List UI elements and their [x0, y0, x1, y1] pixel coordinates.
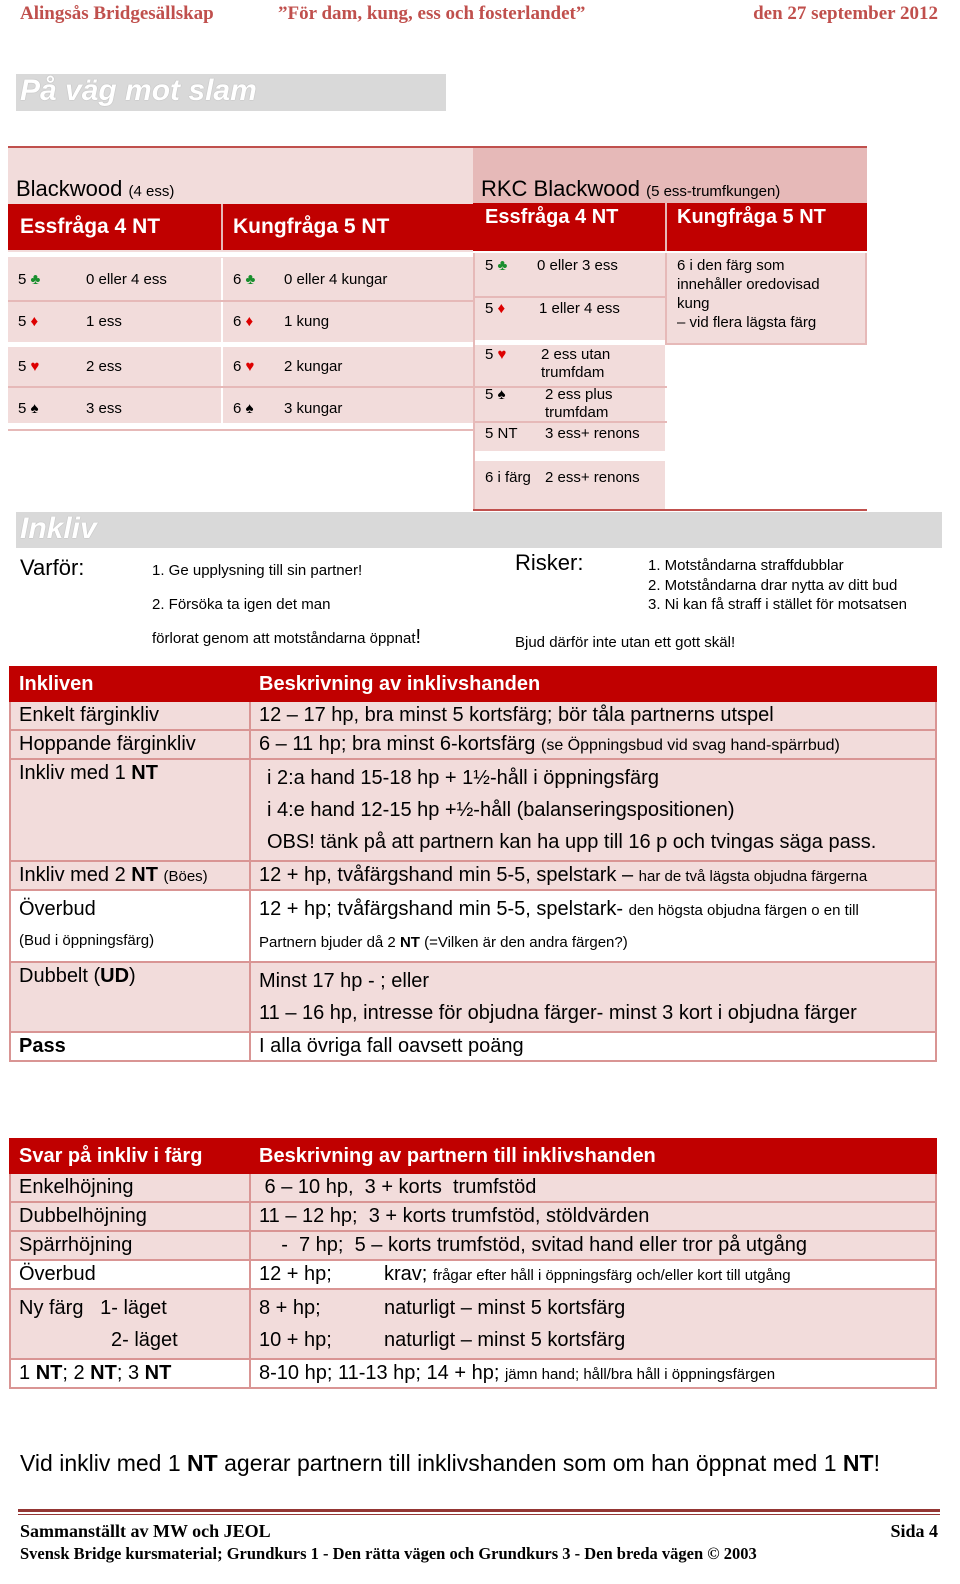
- footer-author: Sammanställt av MW och JEOL: [20, 1521, 271, 1541]
- blackwood-row: 5 ♣ 0 eller 4 ess 6 ♣ 0 eller 4 kungar: [8, 258, 473, 301]
- why-item-2: 2. Försöka ta igen det man: [152, 596, 331, 613]
- table-row: Inkliv med 1 NT i 2:a hand 15-18 hp + 1½-håll i öppningsfärg i 4:e hand 12-15 hp +½-håll (balanseringspositionen) OBS! tänk på att partnern kan ha upp till 16 p och tvingas säga pass.: [10, 759, 936, 861]
- risk-label: Risker:: [515, 550, 584, 575]
- table-header-row: [10, 1139, 936, 1173]
- rkc-subtitle: (5 ess-trumfkungen): [646, 183, 781, 200]
- rkc-row-text: 2 ess+ renons: [545, 469, 640, 486]
- club-icon: ♣: [497, 257, 508, 274]
- column-header: Beskrivning av inklivshanden: [250, 667, 936, 701]
- rkc-row: 5 NT: [485, 425, 518, 442]
- blackwood-row: 5 ♥ 2 ess 6 ♥ 2 kungar: [8, 344, 473, 387]
- why-item-3: förlorat genom att motståndarna öppnat!: [152, 626, 422, 648]
- blackwood-table: [8, 258, 473, 431]
- table-row: Enkelt färginkliv 12 – 17 hp, bra minst 5 kortsfärg; bör tåla partnerns utspel: [10, 701, 936, 730]
- diamond-icon: ♦: [30, 313, 39, 331]
- risk-item-3: 3. Ni kan få straff i stället för motsatsen: [648, 596, 907, 613]
- rkc-row-text: 2 ess plus trumfdam: [545, 386, 613, 421]
- rkc-row: 6 i färg: [485, 469, 531, 486]
- rkc-king-line: kung: [677, 295, 710, 312]
- footer-rule: [18, 1509, 940, 1512]
- why-item-1: 1. Ge upplysning till sin partner!: [152, 562, 363, 579]
- rkc-row-text: 0 eller 3 ess: [537, 257, 618, 274]
- rkc-king-panel: [665, 253, 867, 345]
- spade-icon: ♠: [245, 400, 254, 417]
- divider: [473, 509, 867, 511]
- table-row: Ny färg 1- läget 2- läget 8 + hp; naturligt – minst 5 kortsfärg 10 + hp; naturligt – minst 5 kortsfärg: [10, 1289, 936, 1359]
- rkc-king-ask: Kungfråga 5 NT: [677, 206, 826, 228]
- column-header: Beskrivning av partnern till inklivshanden: [250, 1139, 936, 1173]
- rkc-ace-ask: Essfråga 4 NT: [485, 206, 619, 228]
- table-row: Dubbelt (UD) Minst 17 hp - ; eller 11 – 16 hp, intresse för objudna färger- minst 3 kort i objudna färger: [10, 962, 936, 1032]
- column-header: Svar på inkliv i färg: [10, 1139, 250, 1173]
- blackwood-subtitle: (4 ess): [128, 183, 175, 200]
- rkc-row-text: 2 ess utan trumfdam: [541, 346, 611, 381]
- rkc-row: 5 ♠: [485, 386, 506, 403]
- column-header: Inkliven: [10, 667, 250, 701]
- footer-source: Svensk Bridge kursmaterial; Grundkurs 1 - Den rätta vägen och Grundkurs 3 - Den breda vägen © 2003: [20, 1544, 757, 1563]
- table-row: Hoppande färginkliv 6 – 11 hp; bra minst 6-kortsfärg (se Öppningsbud vid svag hand-spärrbud): [10, 730, 936, 759]
- rkc-title-panel: [473, 146, 867, 203]
- blackwood-panel: [8, 146, 473, 423]
- club-icon: ♣: [245, 270, 256, 288]
- footer-page-number: Sida 4: [890, 1521, 938, 1541]
- rkc-row: 5 ♦: [485, 300, 506, 317]
- header-motto: ”För dam, kung, ess och fosterlandet”: [278, 3, 586, 24]
- table-row: Dubbelhöjning 11 – 12 hp; 3 + korts trumfstöd, stöldvärden: [10, 1202, 936, 1231]
- footer-rule-thin: [18, 1514, 940, 1515]
- risk-item-1: 1. Motståndarna straffdubblar: [648, 557, 844, 574]
- header-club-name: Alingsås Bridgesällskap: [20, 3, 214, 24]
- table-row: Enkelhöjning 6 – 10 hp, 3 + korts trumfstöd: [10, 1173, 936, 1202]
- blackwood-ace-ask: Essfråga 4 NT: [20, 215, 161, 238]
- spade-icon: ♠: [497, 386, 506, 403]
- rkc-row-text: 3 ess+ renons: [545, 425, 640, 442]
- table-row: 1 NT; 2 NT; 3 NT 8-10 hp; 11-13 hp; 14 + hp; jämn hand; håll/bra håll i öppningsfärgen: [10, 1359, 936, 1388]
- diamond-icon: ♦: [245, 313, 254, 331]
- rkc-title: RKC Blackwood (5 ess-trumfkungen): [481, 176, 781, 201]
- blackwood-title: [16, 176, 174, 202]
- rkc-ace-panel: [473, 253, 665, 510]
- rkc-row-text: 1 eller 4 ess: [539, 300, 620, 317]
- rkc-king-line: – vid flera lägsta färg: [677, 314, 817, 331]
- blackwood-row: 5 ♠ 3 ess 6 ♠ 3 kungar: [8, 387, 473, 430]
- spade-icon: ♠: [30, 400, 39, 417]
- rkc-row: 5 ♥: [485, 346, 507, 363]
- rkc-king-line: 6 i den färg som: [677, 257, 785, 274]
- why-label: Varför:: [20, 555, 85, 580]
- rkc-king-line: innehåller oredovisad: [677, 276, 820, 293]
- header-date: den 27 september 2012: [753, 3, 938, 24]
- rkc-header-bar: [473, 203, 867, 251]
- blackwood-king-ask: Kungfråga 5 NT: [233, 215, 390, 238]
- risk-note: Bjud därför inte utan ett gott skäl!: [515, 634, 736, 651]
- blackwood-title-text: Blackwood: [16, 176, 123, 201]
- section-title-inkliv: Inkliv: [16, 512, 942, 548]
- blackwood-row: 5 ♦ 1 ess 6 ♦ 1 kung: [8, 301, 473, 344]
- blackwood-header-bar: [8, 204, 473, 250]
- inkliv-table: [9, 666, 937, 1062]
- rkc-row: 5 ♣: [485, 257, 508, 274]
- closing-note: Vid inkliv med 1 NT agerar partnern till inklivshanden som om han öppnat med 1 NT!: [20, 1450, 880, 1476]
- heart-icon: ♥: [497, 346, 507, 363]
- heart-icon: ♥: [30, 357, 40, 375]
- table-row: Pass I alla övriga fall oavsett poäng: [10, 1032, 936, 1061]
- table-row: Överbud (Bud i öppningsfärg) 12 + hp; tvåfärgshand min 5-5, spelstark- den högsta objudna färgen o en till Partnern bjuder då 2 NT (=Vilken är den andra färgen?): [10, 890, 936, 962]
- club-icon: ♣: [30, 270, 41, 288]
- diamond-icon: ♦: [497, 300, 506, 317]
- svar-table: [9, 1138, 937, 1389]
- risk-item-2: 2. Motståndarna drar nytta av ditt bud: [648, 577, 898, 594]
- table-row: Inkliv med 2 NT (Böes) 12 + hp, tvåfärgshand min 5-5, spelstark – har de två lägsta objudna färgerna: [10, 861, 936, 890]
- heart-icon: ♥: [245, 357, 255, 375]
- table-row: Spärrhöjning - 7 hp; 5 – korts trumfstöd, svitad hand eller tror på utgång: [10, 1231, 936, 1260]
- table-header-row: [10, 667, 936, 701]
- section-title-slam: På väg mot slam: [16, 74, 446, 111]
- table-row: Överbud 12 + hp; krav; frågar efter håll i öppningsfärg och/eller kort till utgång: [10, 1260, 936, 1289]
